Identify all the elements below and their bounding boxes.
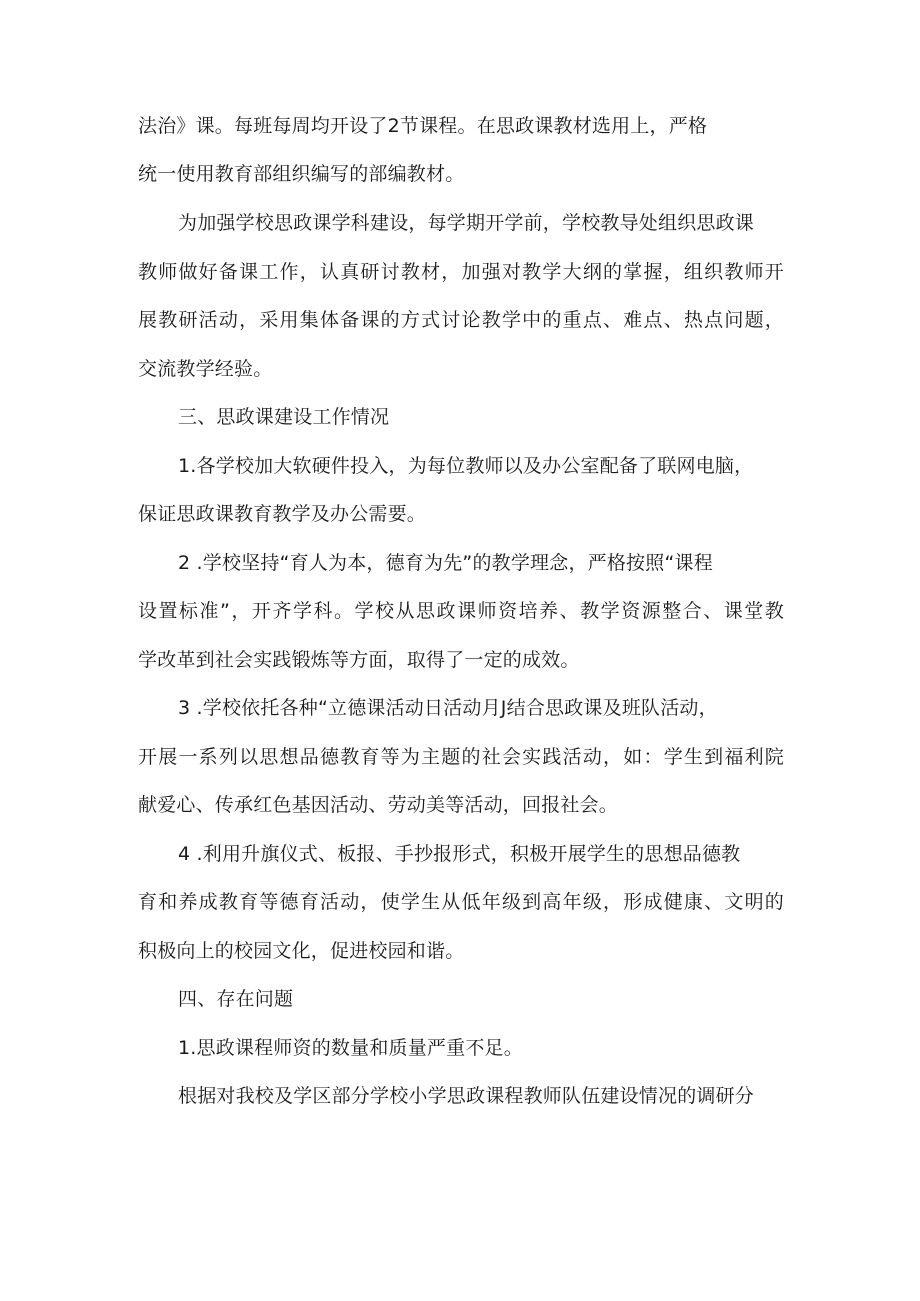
paragraph-line: 学改革到社会实践锻炼等方面，取得了一定的成效。 <box>138 649 580 671</box>
paragraph-line: 展教研活动，采用集体备课的方式讨论教学中的重点、难点、热点问题， <box>138 309 784 331</box>
paragraph-line: 教师做好备课工作，认真研讨教材，加强对教学大纲的掌握，组织教师开 <box>138 261 784 283</box>
paragraph-line: 交流教学经验。 <box>138 358 273 380</box>
paragraph-line: 献爱心、传承红色基因活动、劳动美等活动，回报社会。 <box>138 794 619 816</box>
section-heading: 四、存在问题 <box>178 988 294 1010</box>
paragraph-line: 1.各学校加大软硬件投入，为每位教师以及办公室配备了联网电脑， <box>178 455 754 477</box>
paragraph-line: 4 .利用升旗仪式、板报、手抄报形式，积极开展学生的思想品德教 <box>178 843 741 865</box>
paragraph-line: 积极向上的校园文化，促进校园和谐。 <box>138 940 465 962</box>
paragraph-line: 统一使用教育部组织编写的部编教材。 <box>138 163 465 185</box>
section-heading: 三、思政课建设工作情况 <box>178 406 390 428</box>
paragraph-line: 设置标准”，开齐学科。学校从思政课师资培养、教学资源整合、课堂教 <box>138 600 784 622</box>
paragraph-line: 开展一系列以思想品德教育等为主题的社会实践活动，如：学生到福利院 <box>138 746 784 768</box>
paragraph-line: 3 .学校依托各种“立德课活动日活动月J结合思政课及班队活动， <box>178 697 718 719</box>
paragraph-line: 为加强学校思政课学科建设，每学期开学前，学校教导处组织思政课 <box>178 212 755 234</box>
paragraph-line: 保证思政课教育教学及办公需要。 <box>138 503 427 525</box>
paragraph-line: 法治》课。每班每周均开设了2节课程。在思政课教材选用上，严格 <box>138 115 708 137</box>
paragraph-line: 2 .学校坚持“育人为本，德育为先”的教学理念，严格按照“课程 <box>178 552 713 574</box>
paragraph-line: 根据对我校及学区部分学校小学思政课程教师队伍建设情况的调研分 <box>178 1085 755 1107</box>
paragraph-line: 育和养成教育等德育活动，使学生从低年级到高年级，形成健康、文明的 <box>138 891 784 913</box>
paragraph-line: 1.思政课程师资的数量和质量严重不足。 <box>178 1037 523 1059</box>
